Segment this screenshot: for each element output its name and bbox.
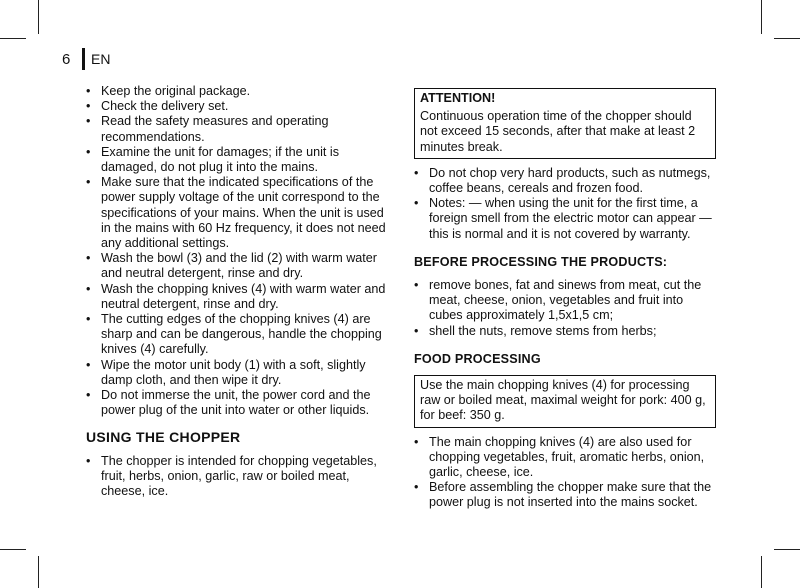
list-item: • Do not immerse the unit, the power cord and the power plug of the unit into water or other liquids. [86,388,390,418]
list-item: • remove bones, fat and sinews from meat, cut the meat, cheese, onion, vegetables and fruit into cubes approximately 1,5x1,5 cm; [414,278,716,324]
list-item: • Keep the original package. [86,84,390,99]
crop-mark [761,0,762,34]
crop-mark [0,549,26,550]
before-list [414,278,716,339]
list-item: • Make sure that the indicated specifications of the power supply voltage of the unit correspond to the specifications of your mains. When the unit is used in the mains with 60 Hz frequency, it does not need any additional settings. [86,175,390,251]
section-title-using: USING THE CHOPPER [86,429,241,446]
food-list [414,435,716,511]
warnings-list [414,166,716,242]
page-header [62,47,110,71]
list-item: • Wash the bowl (3) and the lid (2) with warm water and neutral detergent, rinse and dry. [86,251,390,281]
list-item: • Wipe the motor unit body (1) with a soft, slightly damp cloth, and then wipe it dry. [86,358,390,388]
using-list [86,454,390,500]
food-processing-box [414,375,716,428]
header-divider [82,48,85,70]
list-item: • The main chopping knives (4) are also used for chopping vegetables, fruit, aromatic herbs, onion, garlic, cheese, ice. [414,435,716,481]
left-column [86,84,390,499]
list-item: • Wash the chopping knives (4) with warm water and neutral detergent, rinse and dry. [86,282,390,312]
food-box-text: Use the main chopping knives (4) for processing raw or boiled meat, maximal weight for pork: 400 g, for beef: 350 g. [420,378,706,423]
crop-mark [774,549,800,550]
list-item: • Check the delivery set. [86,99,390,114]
crop-mark [761,556,762,588]
crop-mark [38,0,39,34]
right-column [414,88,716,511]
crop-mark [38,556,39,588]
attention-box [414,88,716,159]
section-title-food: FOOD PROCESSING [414,351,541,366]
list-item: • shell the nuts, remove stems from herbs; [414,324,716,339]
list-item: • Examine the unit for damages; if the unit is damaged, do not plug it into the mains. [86,145,390,175]
list-item: • The chopper is intended for chopping vegetables, fruit, herbs, onion, garlic, raw or boiled meat, cheese, ice. [86,454,390,500]
language-label: EN [91,51,111,67]
attention-text: Continuous operation time of the chopper should not exceed 15 seconds, after that make at least 2 minutes break. [420,109,696,154]
list-item: • Notes: — when using the unit for the first time, a foreign smell from the electric motor can appear — this is normal and it is not covered by warranty. [414,196,716,242]
list-item: • The cutting edges of the chopping knives (4) are sharp and can be dangerous, handle the chopping knives (4) carefully. [86,312,390,358]
list-item: • Read the safety measures and operating recommendations. [86,114,390,144]
preparation-list [86,84,390,418]
list-item: • Before assembling the chopper make sure that the power plug is not inserted into the mains socket. [414,480,716,510]
section-title-before: BEFORE PROCESSING THE PRODUCTS: [414,254,668,269]
list-item: • Do not chop very hard products, such as nutmegs, coffee beans, cereals and frozen food. [414,166,716,196]
crop-mark [774,38,800,39]
attention-title: ATTENTION! [420,91,496,105]
page-number: 6 [62,50,71,68]
crop-mark [0,38,26,39]
